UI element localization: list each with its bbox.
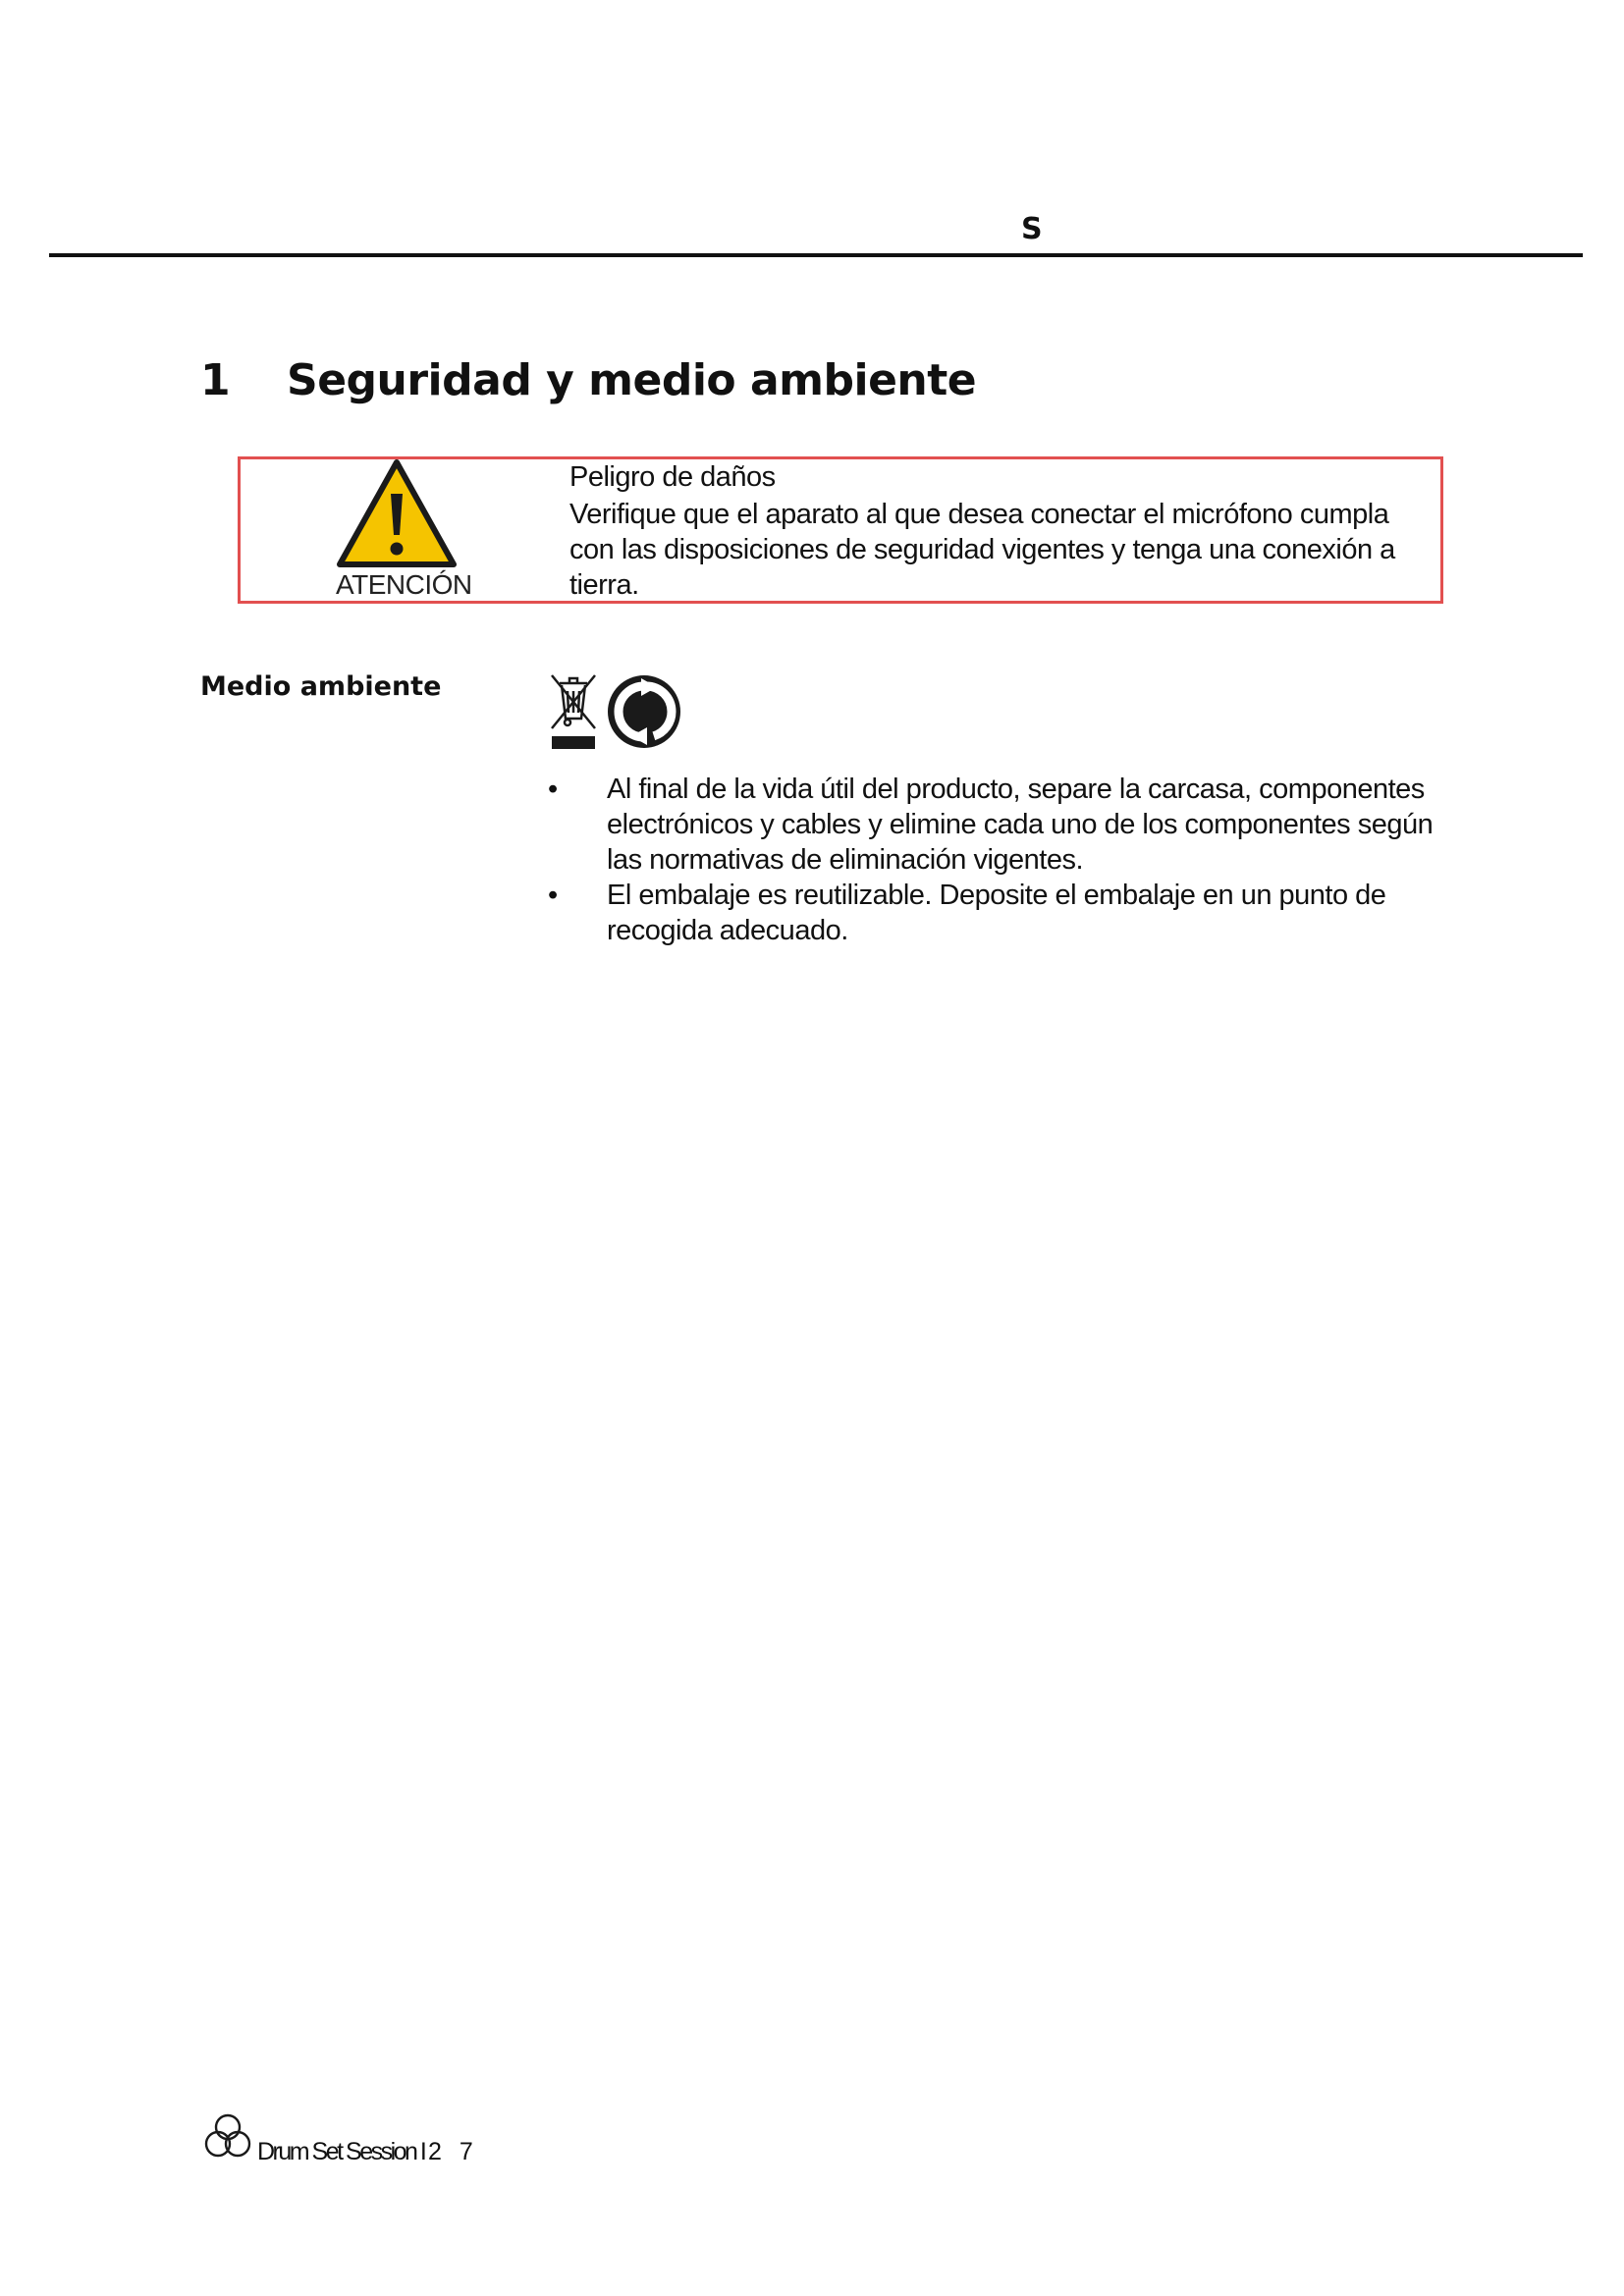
bullet-text: Al final de la vida útil del producto, separe la carcasa, componentes electrónicos y cables y elimine cada uno de los componentes según las normativas de eliminación vigentes. (607, 774, 1434, 876)
bullet-icon: • (548, 774, 558, 805)
warning-caption: ATENCIÓN (336, 569, 472, 600)
trefoil-logo-icon (200, 2110, 255, 2165)
environment-bullet-list (546, 772, 1449, 948)
header-section-letter: S (1021, 212, 1043, 246)
footer-page-number: 27 (428, 2138, 491, 2165)
list-item (546, 878, 1449, 948)
environment-label: Medio ambiente (200, 671, 442, 702)
header-divider (49, 253, 1583, 257)
footer-product-name: Drum Set Session I (257, 2138, 425, 2165)
chapter-title: Seguridad y medio ambiente (287, 355, 977, 405)
green-dot-recycling-icon (606, 673, 682, 750)
chapter-number: 1 (200, 355, 231, 405)
warning-triangle-icon (336, 458, 458, 570)
bullet-text: El embalaje es reutilizable. Deposite el embalaje en un punto de recogida adecuado. (607, 880, 1386, 946)
warning-title: Peligro de daños (569, 461, 776, 493)
warning-text: Verifique que el aparato al que desea conectar el micrófono cumpla con las disposiciones de seguridad vigentes y tenga una conexión a tierra. (569, 499, 1395, 601)
weee-crossed-bin-icon (546, 667, 601, 752)
list-item (546, 772, 1449, 878)
bullet-icon: • (548, 880, 558, 911)
